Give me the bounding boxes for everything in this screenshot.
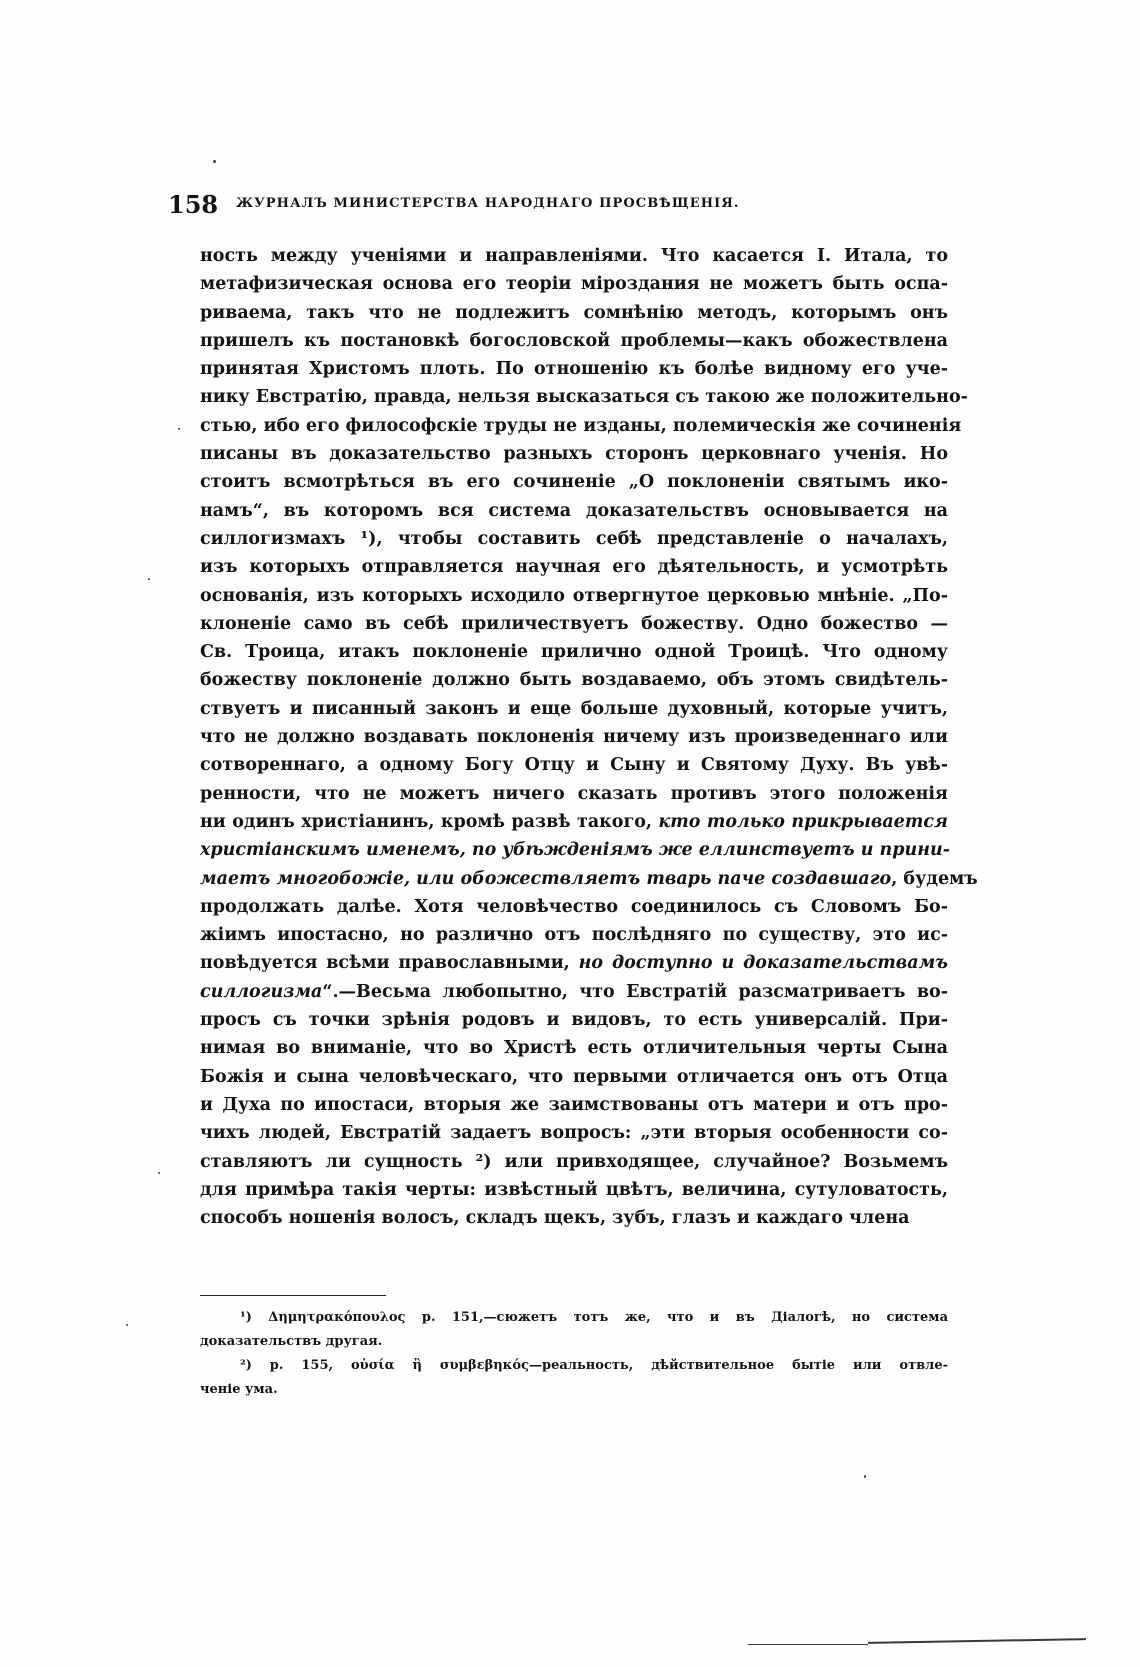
italic-emphasis: но доступно и доказательствамъ — [578, 953, 948, 974]
scan-speck — [178, 428, 180, 430]
text-line: ствуетъ и писанный законъ и еще больше духовный, которые учитъ, — [200, 698, 948, 719]
italic-emphasis: маетъ многобожіе, или обожествляетъ тварь паче создавшаго — [200, 868, 892, 889]
scan-speck — [158, 1172, 160, 1174]
italic-emphasis: христіанскимъ именемъ, по убѣжденіямъ же еллинствуетъ и прини- — [200, 840, 950, 861]
text-line: изъ которыхъ отправляется научная его дѣятельность, и усмотрѣть — [200, 557, 948, 578]
footnotes — [200, 1306, 948, 1402]
text-line: нимая во вниманіе, что во Христѣ есть отличительныя черты Сына — [200, 1038, 948, 1059]
scan-speck — [126, 1324, 128, 1326]
text-line: божеству поклоненіе должно быть воздаваемо, объ этомъ свидѣтель- — [200, 670, 948, 691]
footnote-line: ¹) Δημητρακόπουλος p. 151,—сюжетъ тотъ же, что и въ Діалогѣ, но система — [240, 1310, 948, 1325]
scan-edge-line — [868, 1638, 1086, 1644]
text-line — [200, 836, 948, 864]
text-line: принятая Христомъ плоть. По отношенію къ болѣе видному его уче- — [200, 359, 948, 380]
footnote-line: ²) p. 155, οὐσία ἢ συμβεβηκός—реальность, дѣйствительное бытіе или отвле- — [240, 1358, 948, 1373]
footnote-line: доказательствъ другая. — [200, 1334, 383, 1349]
scan-speck — [864, 1475, 866, 1478]
text-line: силлогизма“.—Весьма любопытно, что Евстратій разсматриваетъ во- — [200, 981, 948, 1002]
text-line: пришелъ къ постановкѣ богословской проблемы—какъ обожествлена — [200, 330, 948, 351]
text-line: ность между ученіями и направленіями. Что касается І. Итала, то — [200, 246, 948, 266]
main-text — [200, 242, 978, 1232]
text-line: и Духа по ипостаси, вторыя же заимствованы отъ матери и отъ про- — [200, 1094, 948, 1115]
text-line: метафизическая основа его теоріи міроздания не можетъ быть оспа- — [200, 274, 948, 295]
text-line: для примѣра такія черты: извѣстный цвѣтъ, величина, сутуловатость, — [200, 1179, 948, 1200]
scan-edge-line — [748, 1644, 868, 1645]
text-line: Св. Троица, итакъ поклоненіе прилично одной Троицѣ. Что одному — [200, 642, 948, 663]
italic-emphasis: силлогизма — [200, 981, 323, 1002]
text-line: сотвореннаго, а одному Богу Отцу и Сыну и Святому Духу. Въ увѣ- — [200, 755, 948, 776]
text-line: маетъ многобожіе, или обожествляетъ тварь паче создавшаго, будемъ — [200, 868, 978, 889]
scan-speck — [213, 160, 216, 163]
text-line: Божія и сына человѣческаго, что первыми отличается онъ отъ Отца — [200, 1066, 948, 1087]
text-line: что не должно воздавать поклоненія ничему изъ произведеннаго или — [200, 727, 948, 748]
page-number: 158 — [168, 190, 219, 219]
running-head: ЖУРНАЛЪ МИНИСТЕРСТВА НАРОДНАГО ПРОСВѢЩЕНІЯ. — [236, 196, 740, 211]
text-line: ставляютъ ли сущность ²) или привходящее, случайное? Возьмемъ — [200, 1151, 948, 1172]
text-line: силлогизмахъ ¹), чтобы составить себѣ представленіе о началахъ, — [200, 528, 948, 549]
italic-emphasis: кто только прикрывается — [658, 811, 948, 832]
text-line: чихъ людей, Евстратій задаетъ вопросъ: „эти вторыя особенности со- — [200, 1123, 948, 1144]
text-line: продолжать далѣе. Хотя человѣчество соединилось съ Словомъ Бо- — [200, 896, 948, 917]
text-line: писаны въ доказательство разныхъ сторонъ церковнаго ученія. Но — [200, 444, 948, 465]
page-header — [168, 190, 938, 224]
text-line: способъ ношенія волосъ, складъ щекъ, зубъ, глазъ и каждаго члена — [200, 1208, 910, 1229]
footnote-rule — [200, 1295, 386, 1296]
text-line: стоитъ всмотрѣться въ его сочиненіе „О поклоненіи святымъ ико- — [200, 472, 948, 493]
text-line: жіимъ ипостасно, но различно отъ послѣдняго по существу, это ис- — [200, 925, 948, 946]
text-line: риваема, такъ что не подлежитъ сомнѣнію методъ, которымъ онъ — [200, 302, 948, 323]
text-line: намъ“, въ которомъ вся система доказательствъ основывается на — [200, 500, 948, 521]
text-line: нику Евстратію, правда, нельзя высказаться съ такою же положительно- — [200, 387, 968, 408]
text-line: повѣдуется всѣми православными, но доступно и доказательствамъ — [200, 953, 948, 974]
scan-speck — [148, 578, 150, 580]
text-line: стью, ибо его философскіе труды не изданы, полемическія же сочиненія — [200, 415, 962, 436]
footnote-line: ченіе ума. — [200, 1382, 278, 1397]
text-line: клоненіе само въ себѣ приличествуетъ божеству. Одно божество — — [200, 613, 948, 634]
text-line: основанія, изъ которыхъ исходило отвергнутое церковью мнѣніе. „По- — [200, 585, 948, 606]
text-line: ни одинъ христіанинъ, кромѣ развѣ такого, кто только прикрывается — [200, 811, 948, 832]
text-line: просъ съ точки зрѣнія родовъ и видовъ, то есть универсалій. При- — [200, 1010, 948, 1031]
text-line: ренности, что не можетъ ничего сказать противъ этого положенія — [200, 783, 948, 804]
